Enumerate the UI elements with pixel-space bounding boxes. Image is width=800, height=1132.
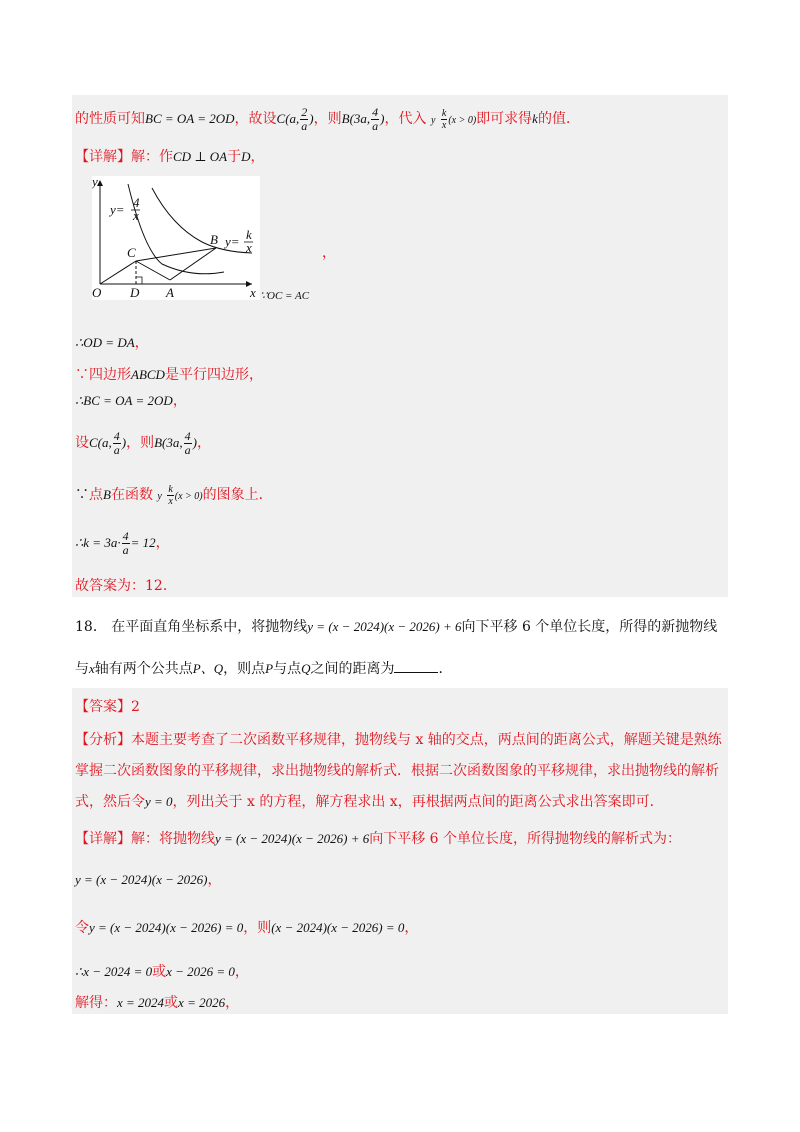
label-x: x bbox=[250, 285, 256, 300]
fraction-2-over-a: $\frac{2}{a}$ bbox=[301, 104, 308, 133]
label-y: y bbox=[92, 176, 98, 189]
label-curve2-den: x bbox=[246, 240, 252, 255]
prev-line-1: 的性质可知BC = OA = 2OD，故设C(a, $\frac{2}{a}$ )，则B(3a, $\frac{4}{a}$ )，代入 y $\frac{k}{x}$ (x > 0)即可求得k的值． bbox=[75, 104, 580, 133]
because-oc-ac: ∵OC = AC bbox=[260, 290, 310, 302]
label-curve1-y: y= bbox=[110, 202, 125, 217]
analysis-line-3: 式，然后令y = 0，列出关于 x 的方程，解方程求出 x，再根据两点间的距离公式求出答案即可． bbox=[75, 794, 664, 810]
bc-eq-line: ∴BC = OA = 2OD， bbox=[75, 393, 187, 409]
label-a: A bbox=[166, 285, 174, 300]
solve-line: 解得：x = 2024或x = 2026， bbox=[75, 995, 240, 1011]
label-curve2-y: y= bbox=[225, 234, 240, 249]
label-curve1-den: x bbox=[133, 208, 139, 223]
fraction-k-over-x: $\frac{k}{x}$ bbox=[441, 107, 447, 131]
label-curve2-num: k bbox=[246, 227, 252, 242]
point-b-on-graph: ∵点B在函数 y $\frac{k}{x}$ (x > 0)的图象上． bbox=[75, 483, 273, 507]
solution-block-top bbox=[72, 95, 728, 597]
od-eq-da: ∴OD = DA， bbox=[75, 335, 149, 351]
label-d: D bbox=[130, 285, 140, 300]
set-coordinates-line: 设C(a, $\frac{4}{a}$ )，则B(3a, $\frac{4}{a}$ )， bbox=[75, 428, 211, 457]
detail-line: 【详解】解：将抛物线y = (x − 2024)(x − 2026) + 6向下平移 6 个单位长度，所得抛物线的解析式为： bbox=[75, 831, 682, 847]
fraction-4-over-a: $\frac{4}{a}$ bbox=[372, 104, 379, 133]
analysis-line-2: 掌握二次函数图象的平移规律，求出抛物线的解析式．根据二次函数图象的平移规律，求出抛物线的解析 bbox=[75, 763, 719, 779]
answer-label-line: 【答案】2 bbox=[75, 699, 140, 715]
new-parabola-line: y = (x − 2024)(x − 2026)， bbox=[75, 872, 222, 888]
answer-line-17: 故答案为：12． bbox=[75, 578, 177, 594]
function-graph bbox=[92, 176, 260, 300]
label-o: O bbox=[92, 285, 102, 300]
label-curve1-num: 4 bbox=[133, 195, 140, 210]
question-18-line-2: 与x轴有两个公共点P、Q，则点P与点Q之间的距离为 ． bbox=[75, 658, 452, 679]
answer-blank bbox=[394, 658, 438, 673]
parallelogram-line: ∵四边形ABCD是平行四边形， bbox=[75, 367, 263, 383]
segment-cb bbox=[136, 248, 216, 261]
analysis-line-1: 【分析】本题主要考查了二次函数平移规律，抛物线与 x 轴的交点，两点间的距离公式，解题关键是熟练 bbox=[75, 732, 722, 748]
right-angle-mark bbox=[136, 277, 142, 284]
prev-detail-line: 【详解】解：作CD ⊥ OA于D， bbox=[75, 149, 265, 165]
segment-oc bbox=[100, 261, 136, 284]
question-18-line-1: 18． 在平面直角坐标系中，将抛物线y = (x − 2024)(x − 2026) + 6向下平移 6 个单位长度，所得的新抛物线 bbox=[75, 619, 718, 635]
k-value-line: ∴k = 3a· $\frac{4}{a}$ = 12， bbox=[75, 528, 170, 557]
or-line: ∴x − 2024 = 0或x − 2026 = 0， bbox=[75, 964, 249, 980]
segment-ab bbox=[170, 248, 216, 280]
label-c: C bbox=[127, 245, 136, 260]
label-b: B bbox=[210, 232, 218, 247]
graph-trailing-comma: ， bbox=[322, 245, 336, 261]
let-line: 令y = (x − 2024)(x − 2026) = 0，则(x − 2024)(x − 2026) = 0， bbox=[75, 920, 419, 936]
y-axis-arrow bbox=[97, 180, 103, 186]
